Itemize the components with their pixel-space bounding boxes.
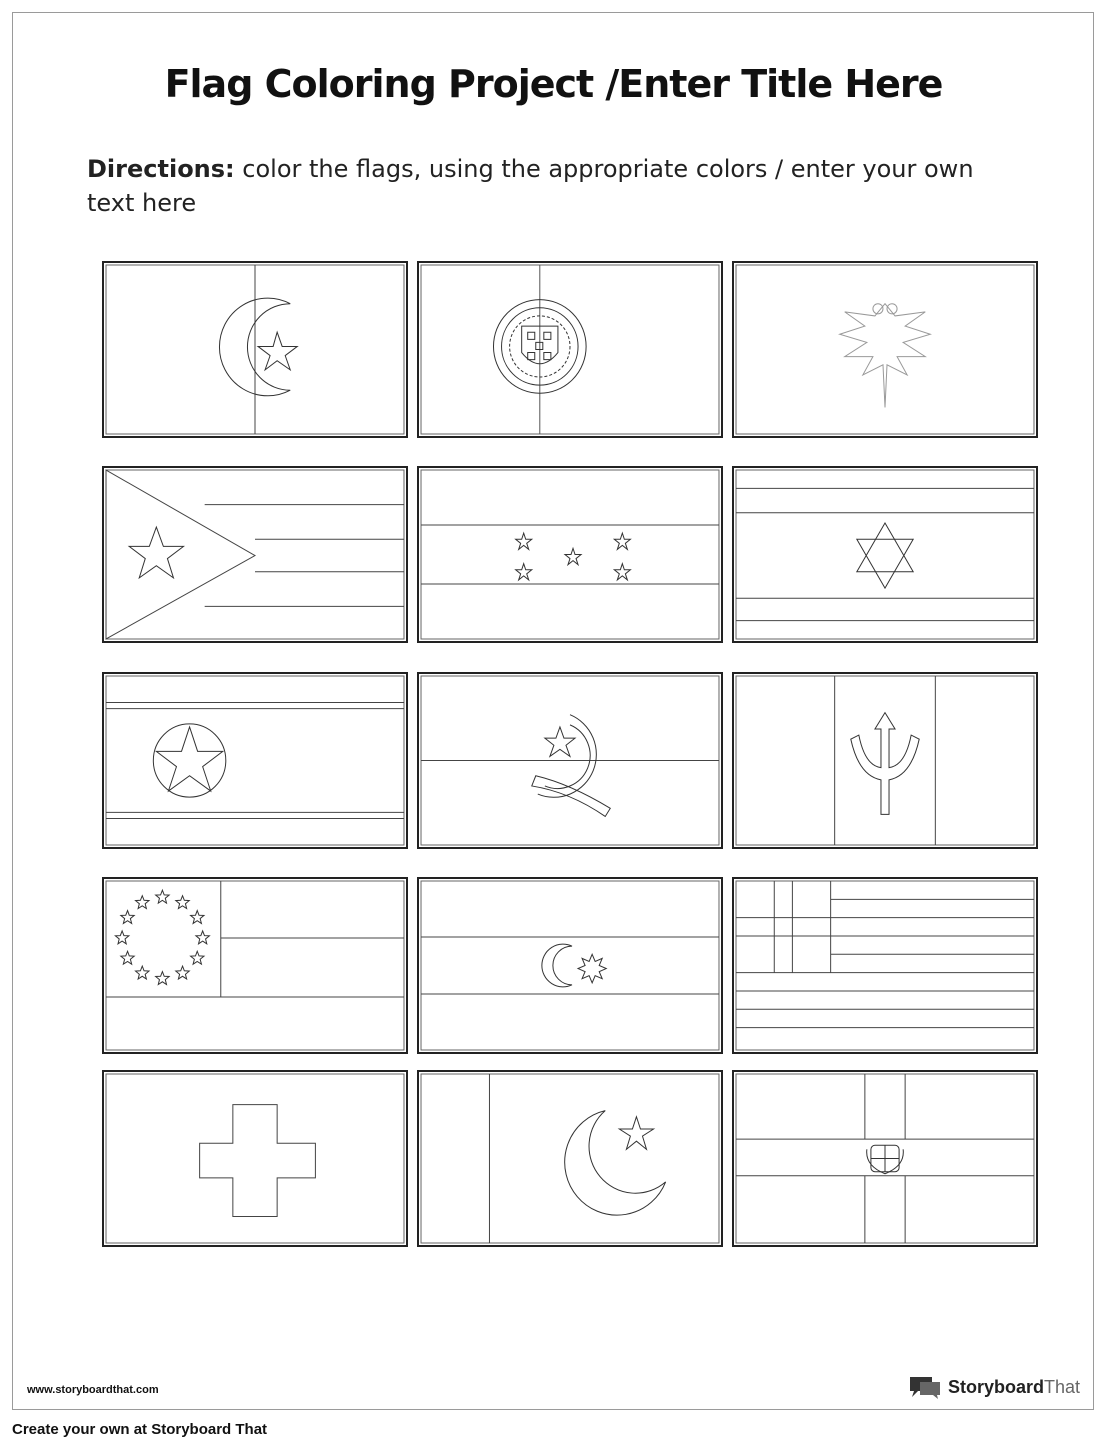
- portugal-flag-icon: [419, 263, 721, 436]
- star-icon: [136, 896, 149, 909]
- speech-bubble-logo-icon: [908, 1374, 942, 1400]
- flag-barbados[interactable]: [732, 672, 1038, 849]
- cuba-flag-icon: [104, 468, 406, 641]
- flag-greece[interactable]: [732, 877, 1038, 1054]
- pakistan-flag-icon: [419, 1072, 721, 1245]
- algeria-flag-icon: [104, 263, 406, 436]
- star-icon: [176, 966, 189, 979]
- directions: [87, 152, 1007, 220]
- directions-text: color the flags, using the appropriate colors / enter your own text here: [87, 155, 974, 217]
- star-icon: [121, 951, 134, 964]
- flag-stars-circle[interactable]: [102, 877, 408, 1054]
- flag-north-korea[interactable]: [102, 672, 408, 849]
- brand-name-bold: Storyboard: [948, 1376, 1045, 1397]
- barbados-flag-icon: [734, 674, 1036, 847]
- stars-circle-flag-icon: [104, 879, 406, 1052]
- switzerland-flag-icon: [104, 1072, 406, 1245]
- footer-url[interactable]: www.storyboardthat.com: [27, 1384, 159, 1396]
- israel-flag-icon: [734, 468, 1036, 641]
- star-icon: [156, 972, 169, 985]
- angola-flag-icon: [419, 674, 721, 847]
- star-icon: [121, 911, 134, 924]
- dominican-republic-flag-icon: [734, 1072, 1036, 1245]
- star-icon: [196, 931, 209, 944]
- storyboardthat-logo[interactable]: [908, 1373, 1080, 1401]
- star-icon: [176, 896, 189, 909]
- flag-honduras[interactable]: [417, 466, 723, 643]
- brand-name: [948, 1377, 1080, 1398]
- flag-cuba[interactable]: [102, 466, 408, 643]
- flag-portugal[interactable]: [417, 261, 723, 438]
- directions-label: Directions:: [87, 155, 235, 183]
- star-icon: [136, 966, 149, 979]
- albania-flag-icon: [734, 263, 1036, 436]
- star-icon: [191, 911, 204, 924]
- create-your-own-link[interactable]: Create your own at Storyboard That: [12, 1421, 268, 1438]
- north-korea-flag-icon: [104, 674, 406, 847]
- greece-flag-icon: [734, 879, 1036, 1052]
- flag-angola[interactable]: [417, 672, 723, 849]
- honduras-flag-icon: [419, 468, 721, 641]
- flag-algeria[interactable]: [102, 261, 408, 438]
- brand-name-light: That: [1044, 1376, 1081, 1397]
- worksheet-title: Flag Coloring Project /Enter Title Here: [164, 62, 943, 106]
- star-icon: [191, 951, 204, 964]
- azerbaijan-flag-icon: [419, 879, 721, 1052]
- flag-albania[interactable]: [732, 261, 1038, 438]
- star-icon: [115, 931, 128, 944]
- star-icon: [156, 890, 169, 903]
- flag-dominican-republic[interactable]: [732, 1070, 1038, 1247]
- flag-azerbaijan[interactable]: [417, 877, 723, 1054]
- flag-switzerland[interactable]: [102, 1070, 408, 1247]
- flag-israel[interactable]: [732, 466, 1038, 643]
- flag-pakistan[interactable]: [417, 1070, 723, 1247]
